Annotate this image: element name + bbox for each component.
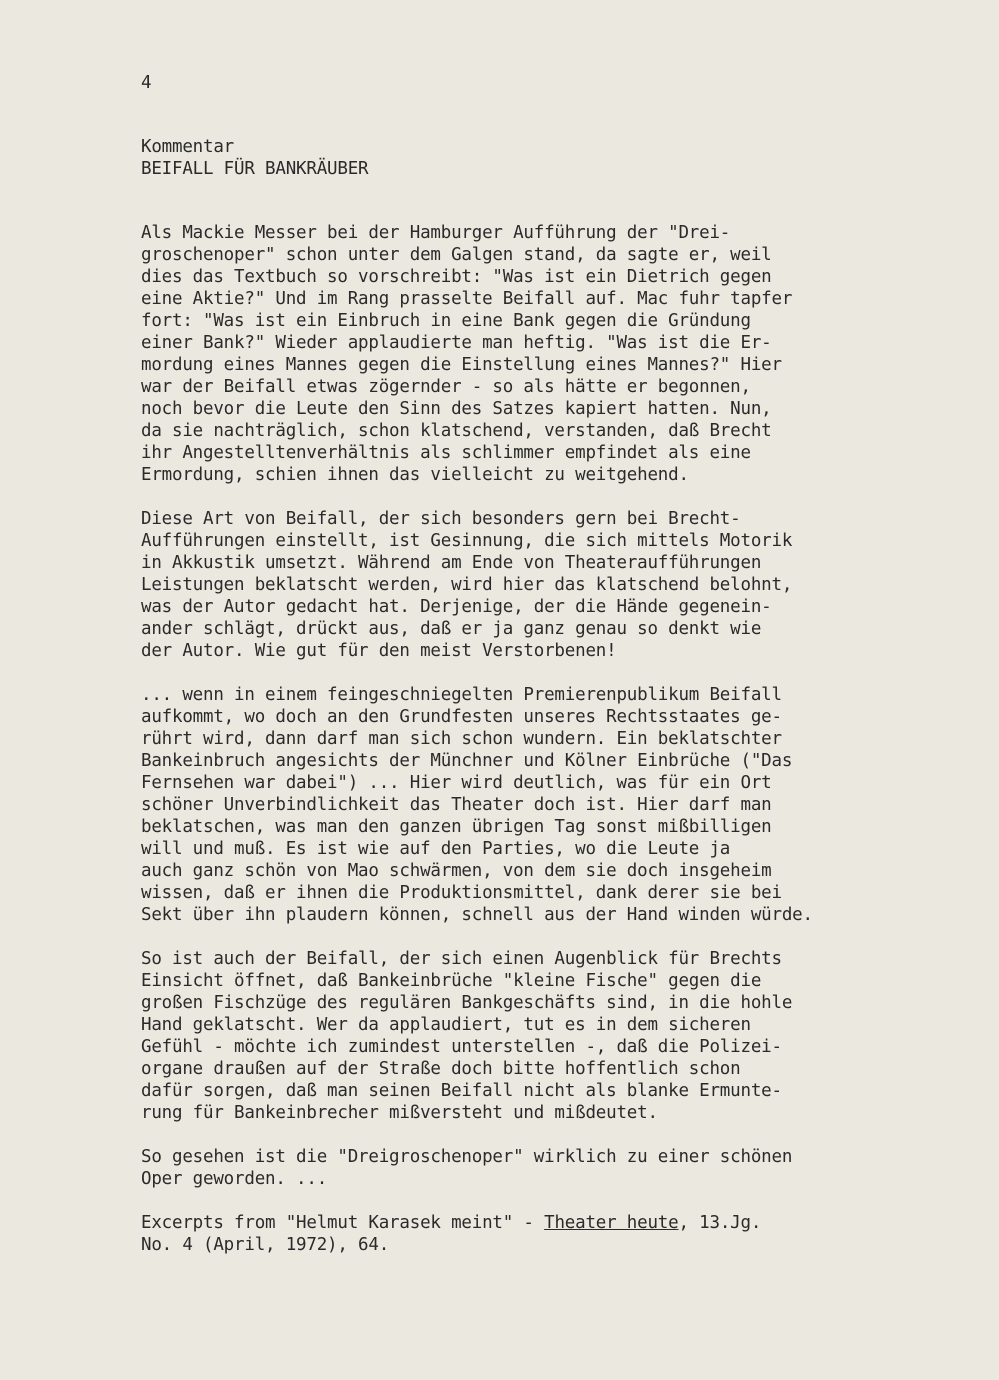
section-label: Kommentar [141,137,235,157]
text-line: Gefühl - möchte ich zumindest unterstellen -, daß die Polizei- [141,1037,782,1057]
text-line: So gesehen ist die "Dreigroschenoper" wirklich zu einer schönen [141,1147,793,1167]
text-line: Bankeinbruch angesichts der Münchner und Kölner Einbrüche ("Das [141,751,793,771]
text-line: Oper geworden. ... [141,1169,328,1189]
text-line: Als Mackie Messer bei der Hamburger Aufführung der "Drei- [141,223,731,243]
paragraph [141,222,981,486]
article-header [141,136,368,180]
paragraph [141,1146,981,1190]
text-line: So ist auch der Beifall, der sich einen Augenblick für Brechts [141,949,782,969]
text-line: Sekt über ihn plaudern können, schnell aus der Hand winden würde. [141,905,813,925]
text-line: dies das Textbuch so vorschreibt: "Was ist ein Dietrich gegen [141,267,772,287]
text-line: ihr Angestelltenverhältnis als schlimmer empfindet als eine [141,443,751,463]
text-line: Einsicht öffnet, daß Bankeinbrüche "kleine Fische" gegen die [141,971,762,991]
citation-prefix: Excerpts from "Helmut Karasek meint" - [141,1213,545,1233]
text-line: Diese Art von Beifall, der sich besonders gern bei Brecht- [141,509,741,529]
text-line: was der Autor gedacht hat. Derjenige, der die Hände gegenein- [141,597,772,617]
text-line: Aufführungen einstellt, ist Gesinnung, die sich mittels Motorik [141,531,793,551]
article-body [141,222,981,1278]
citation-suffix: , 13.Jg. [678,1213,762,1233]
text-line: organe draußen auf der Straße doch bitte hoffentlich schon [141,1059,741,1079]
text-line: mordung eines Mannes gegen die Einstellung eines Mannes?" Hier [141,355,782,375]
text-line: ander schlägt, drückt aus, daß er ja ganz genau so denkt wie [141,619,762,639]
text-line: einer Bank?" Wieder applaudierte man heftig. "Was ist die Er- [141,333,772,353]
paragraph-list [141,222,981,1190]
text-line: in Akkustik umsetzt. Während am Ende von Theateraufführungen [141,553,762,573]
text-line: war der Beifall etwas zögernder - so als hätte er begonnen, [141,377,751,397]
text-line: schöner Unverbindlichkeit das Theater doch ist. Hier darf man [141,795,772,815]
text-line: der Autor. Wie gut für den meist Verstorbenen! [141,641,617,661]
text-line: dafür sorgen, daß man seinen Beifall nicht als blanke Ermunte- [141,1081,782,1101]
text-line: aufkommt, wo doch an den Grundfesten unseres Rechtsstaates ge- [141,707,782,727]
text-line: Ermordung, schien ihnen das vielleicht zu weitgehend. [141,465,689,485]
paragraph [141,508,981,662]
text-line: fort: "Was ist ein Einbruch in eine Bank gegen die Gründung [141,311,751,331]
text-line: großen Fischzüge des regulären Bankgeschäfts sind, in die hohle [141,993,793,1013]
text-line: beklatschen, was man den ganzen übrigen Tag sonst mißbilligen [141,817,772,837]
page-number: 4 [141,73,152,93]
text-line: auch ganz schön von Mao schwärmen, von dem sie doch insgeheim [141,861,772,881]
text-line: ... wenn in einem feingeschniegelten Premierenpublikum Beifall [141,685,782,705]
text-line: Fernsehen war dabei") ... Hier wird deutlich, was für ein Ort [141,773,772,793]
text-line: eine Aktie?" Und im Rang prasselte Beifall auf. Mac fuhr tapfer [141,289,793,309]
citation-journal: Theater heute [544,1213,679,1233]
text-line: Leistungen beklatscht werden, wird hier das klatschend belohnt, [141,575,793,595]
citation [141,1212,981,1256]
text-line: rührt wird, dann darf man sich schon wundern. Ein beklatschter [141,729,782,749]
text-line: rung für Bankeinbrecher mißversteht und mißdeutet. [141,1103,658,1123]
citation-line-2: No. 4 (April, 1972), 64. [141,1235,390,1255]
paragraph [141,684,981,926]
paragraph [141,948,981,1124]
text-line: da sie nachträglich, schon klatschend, verstanden, daß Brecht [141,421,772,441]
text-line: will und muß. Es ist wie auf den Parties, wo die Leute ja [141,839,731,859]
text-line: Hand geklatscht. Wer da applaudiert, tut es in dem sicheren [141,1015,751,1035]
article-title: BEIFALL FÜR BANKRÄUBER [141,159,369,179]
text-line: noch bevor die Leute den Sinn des Satzes kapiert hatten. Nun, [141,399,772,419]
text-line: wissen, daß er ihnen die Produktionsmittel, dank derer sie bei [141,883,782,903]
text-line: groschenoper" schon unter dem Galgen stand, da sagte er, weil [141,245,772,265]
